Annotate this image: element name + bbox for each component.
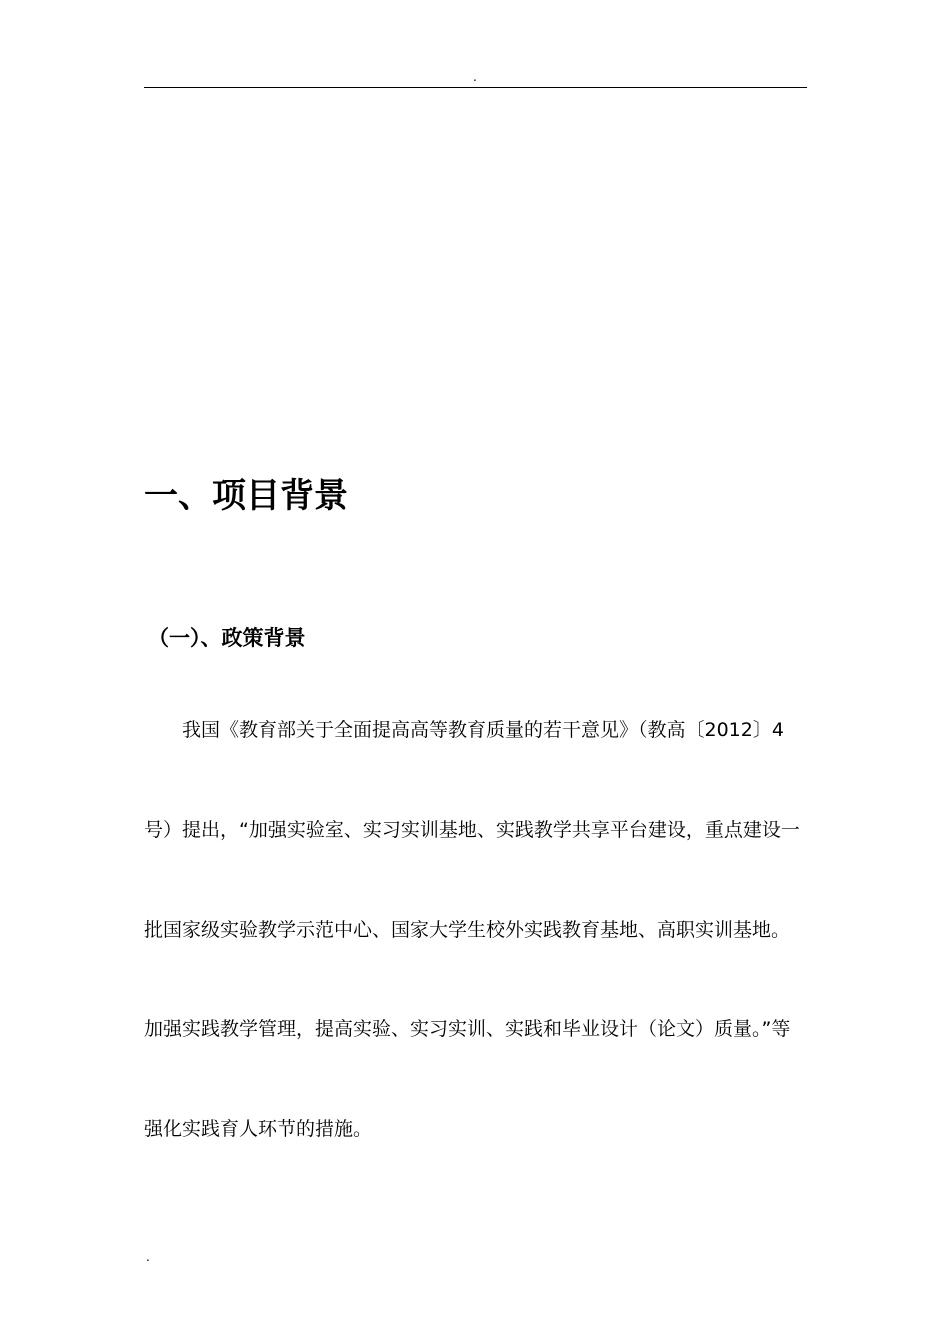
paragraph-line: 加强实践教学管理，提高实验、实习实训、实践和毕业设计（论文）质量。”等 (144, 1018, 791, 1040)
paragraph-line: 强化实践育人环节的措施。 (144, 1118, 373, 1140)
footer-mark: . (146, 1250, 150, 1264)
header-mark: . (473, 70, 477, 84)
header-divider (144, 87, 807, 88)
paragraph-line: 号）提出，“加强实验室、实习实训基地、实践教学共享平台建设，重点建设一 (144, 819, 800, 841)
subsection-heading: （一）、政策背景 (148, 626, 306, 650)
section-heading: 一、项目背景 (144, 476, 348, 516)
paragraph-line: 我国《教育部关于全面提高高等教育质量的若干意见》（教高〔2012〕4 (182, 719, 784, 741)
paragraph-line: 批国家级实验教学示范中心、国家大学生校外实践教育基地、高职实训基地。 (144, 919, 791, 941)
